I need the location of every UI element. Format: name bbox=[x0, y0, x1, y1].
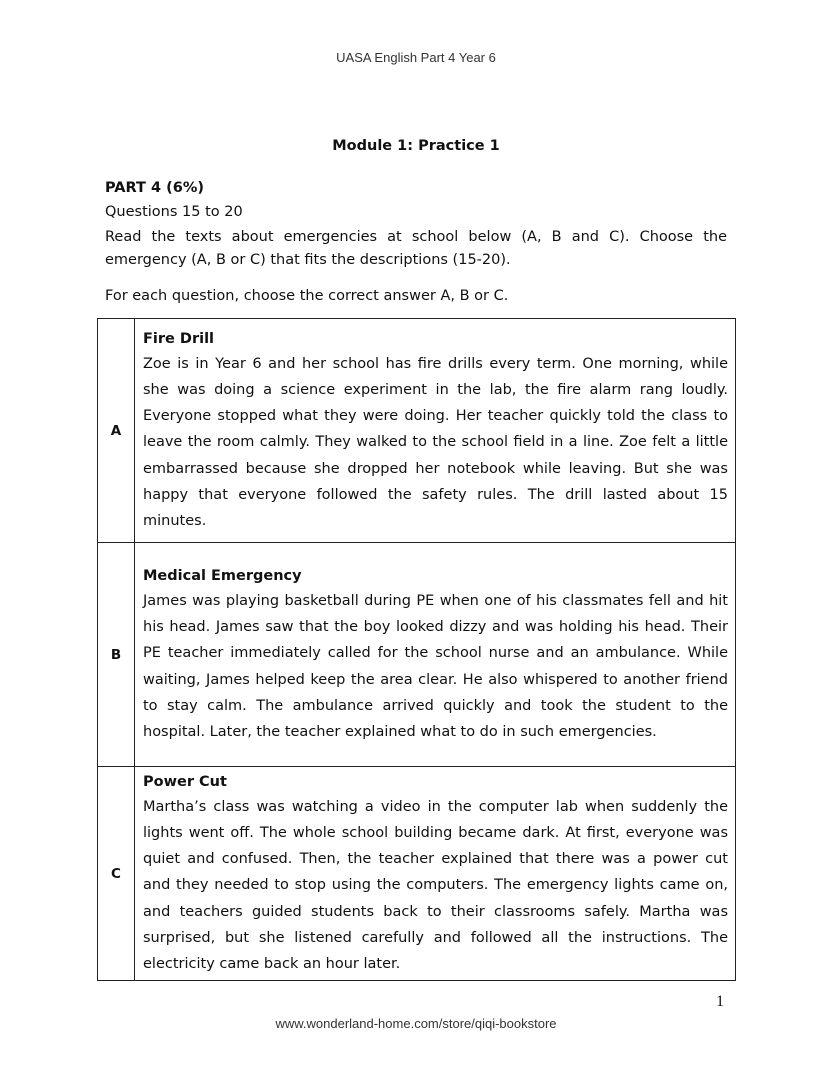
module-title: Module 1: Practice 1 bbox=[332, 138, 500, 154]
part-title: PART 4 (6%) bbox=[105, 180, 204, 196]
page-number: 1 bbox=[716, 993, 724, 1010]
text-title-c: Power Cut bbox=[143, 773, 227, 790]
text-letter-a: A bbox=[98, 319, 135, 543]
answer-instruction: For each question, choose the correct answer A, B or C. bbox=[105, 288, 509, 304]
text-row-c bbox=[98, 767, 736, 981]
text-content-a bbox=[135, 319, 736, 543]
text-letter-c: C bbox=[98, 767, 135, 981]
questions-range: Questions 15 to 20 bbox=[105, 204, 243, 220]
texts-table bbox=[97, 318, 736, 981]
text-content-b bbox=[135, 543, 736, 767]
text-title-b: Medical Emergency bbox=[143, 567, 302, 584]
text-letter-b: B bbox=[98, 543, 135, 767]
text-body-b: James was playing basketball during PE when one of his classmates fell and hit his head. James saw that the boy looked dizzy and was holding his head. Their PE teacher immediately called for the school nurse and an ambulance. While waiting, James helped keep the area clear. He also whispered to another friend to stay calm. The ambulance arrived quickly and took the student to the hospital. Later, the teacher explained what to do in such emergencies. bbox=[143, 592, 728, 740]
instructions: Read the texts about emergencies at school below (A, B and C). Choose the emergency (A, B or C) that fits the descriptions (15-20). bbox=[105, 229, 727, 268]
text-row-b bbox=[98, 543, 736, 767]
text-body-c: Martha’s class was watching a video in the computer lab when suddenly the lights went off. The whole school building became dark. At first, everyone was quiet and confused. Then, the teacher explained that there was a power cut and they needed to stop using the computers. The emergency lights came on, and teachers guided students back to their classrooms safely. Martha was surprised, but she listened carefully and followed all the instructions. The electricity came back an hour later. bbox=[143, 798, 728, 972]
footer-url: www.wonderland-home.com/store/qiqi-bookstore bbox=[275, 1016, 557, 1031]
text-content-c bbox=[135, 767, 736, 981]
page-header: UASA English Part 4 Year 6 bbox=[336, 50, 496, 65]
text-row-a bbox=[98, 319, 736, 543]
text-body-a: Zoe is in Year 6 and her school has fire drills every term. One morning, while she was doing a science experiment in the lab, the fire alarm rang loudly. Everyone stopped what they were doing. Her teacher quickly told the class to leave the room calmly. They walked to the school field in a line. Zoe felt a little embarrassed because she dropped her notebook while leaving. But she was happy that everyone followed the safety rules. The drill lasted about 15 minutes. bbox=[143, 355, 728, 529]
text-title-a: Fire Drill bbox=[143, 330, 215, 347]
